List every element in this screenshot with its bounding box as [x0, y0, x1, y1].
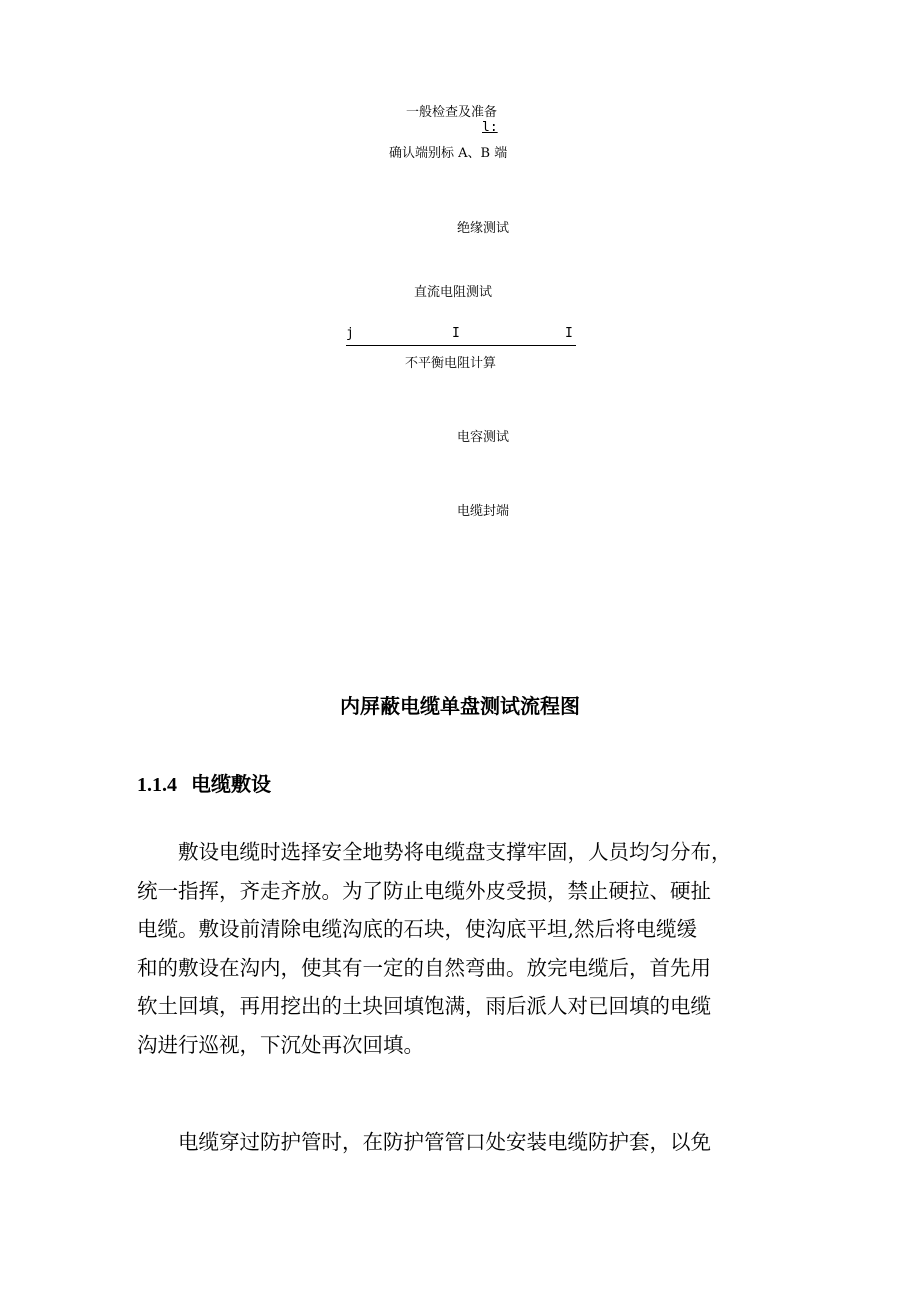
step-cable-sealing: 电缆封端 — [457, 504, 510, 519]
paragraph-line: 沟进行巡视，下沉处再次回填。 — [137, 1032, 424, 1057]
branch-glyph-right: I — [565, 326, 573, 341]
step-confirm-ends: 确认端别标 A、B 端 — [389, 146, 508, 161]
section-title: 电缆敷设 — [191, 772, 271, 796]
connector-glyph: l: — [482, 120, 498, 135]
section-heading — [137, 768, 271, 797]
step-general-check: 一般检查及准备 — [406, 105, 498, 120]
paragraph-line: 和的敷设在沟内，使其有一定的自然弯曲。放完电缆后，首先用 — [137, 955, 711, 980]
branch-glyph-middle: I — [452, 326, 460, 341]
body-paragraph — [137, 833, 797, 1064]
paragraph-line: 电缆穿过防护管时，在防护管管口处安装电缆防护套，以免 — [137, 1130, 711, 1154]
paragraph-line: 软土回填，再用挖出的土块回填饱满，雨后派人对已回填的电缆 — [137, 994, 711, 1018]
paragraph-line: 统一指挥，齐走齐放。为了防止电缆外皮受损，禁止硬拉、硬扯 — [137, 878, 711, 903]
paragraph-line: 敷设电缆时选择安全地势将电缆盘支撑牢固，人员均匀分布， — [137, 840, 732, 864]
body-paragraph — [137, 1123, 797, 1162]
branch-glyph-left: j — [346, 326, 354, 341]
step-unbalance-resistance-calc: 不平衡电阻计算 — [405, 356, 497, 371]
figure-caption: 内屏蔽电缆单盘测试流程图 — [340, 694, 580, 718]
paragraph-line: 电缆。敷设前清除电缆沟底的石块，使沟底平坦,然后将电缆缓 — [137, 917, 698, 941]
step-capacitance-test: 电容测试 — [457, 430, 510, 445]
section-number: 1.1.4 — [137, 774, 177, 796]
branch-connector-line — [346, 345, 576, 346]
step-insulation-test: 绝缘测试 — [457, 221, 510, 236]
step-dc-resistance-test: 直流电阻测试 — [414, 285, 493, 300]
